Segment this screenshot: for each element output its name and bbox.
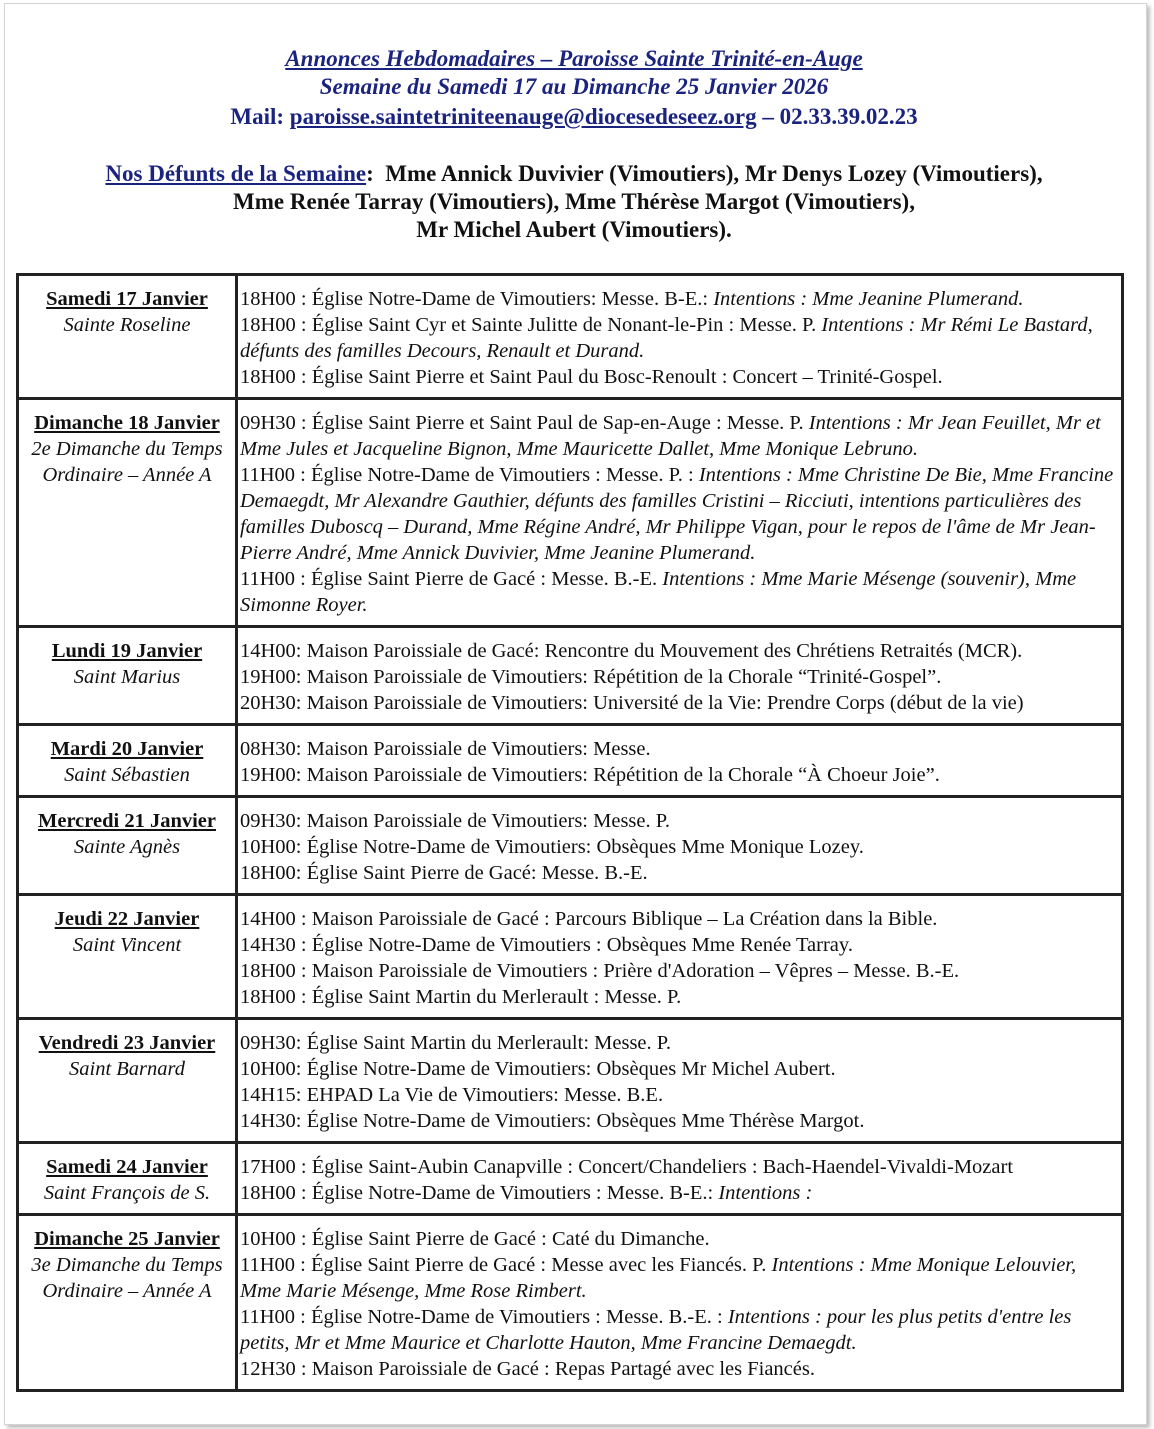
event-entry — [240, 860, 1117, 886]
event-text: 09H30: Maison Paroissiale de Vimoutiers: Messe. P. — [240, 810, 671, 832]
event-entry — [240, 1056, 1117, 1082]
event-text: 14H30 : Église Notre-Dame de Vimoutiers : Obsèques Mme Renée Tarray. — [240, 934, 853, 956]
event-entry — [240, 286, 1117, 312]
mail-link[interactable]: paroisse.saintetriniteenauge@diocesedeseez.org — [289, 104, 757, 129]
event-entry — [240, 932, 1117, 958]
day-row — [18, 895, 1123, 1019]
mail-label: Mail: — [230, 104, 290, 129]
event-entry — [240, 906, 1117, 932]
day-name: Vendredi 23 Janvier — [38, 1032, 216, 1054]
day-cell — [18, 1215, 237, 1391]
day-cell — [18, 275, 237, 399]
event-entry — [240, 1108, 1117, 1134]
day-name: Dimanche 25 Janvier — [34, 1228, 220, 1250]
event-entry — [240, 1304, 1117, 1356]
day-feast: Ordinaire – Année A — [42, 1280, 212, 1302]
event-entry — [240, 1356, 1117, 1382]
event-text: 17H00 : Église Saint-Aubin Canapville : Concert/Chandeliers : Bach-Haendel-Vivaldi-Mozart — [240, 1156, 1014, 1178]
phone-number: – 02.33.39.02.23 — [756, 104, 918, 129]
day-name: Jeudi 22 Janvier — [54, 908, 200, 930]
day-row — [18, 1215, 1123, 1391]
day-cell — [18, 797, 237, 895]
event-entry — [240, 566, 1117, 618]
day-feast: Saint François de S. — [43, 1182, 211, 1204]
events-cell — [237, 627, 1123, 725]
event-entry — [240, 984, 1117, 1010]
event-text: 14H15: EHPAD La Vie de Vimoutiers: Messe. B.E. — [240, 1084, 664, 1106]
event-text: 18H00 : Maison Paroissiale de Vimoutiers : Prière d'Adoration – Vêpres – Messe. B.-E. — [240, 960, 960, 982]
day-feast: Sainte Agnès — [73, 836, 181, 858]
event-text: 10H00 : Église Saint Pierre de Gacé : Caté du Dimanche. — [240, 1228, 710, 1250]
event-intentions: Intentions : Mme Jeanine Plumerand. — [713, 288, 1024, 310]
event-text: 19H00: Maison Paroissiale de Vimoutiers: Répétition de la Chorale “À Choeur Joie”. — [240, 764, 940, 786]
day-cell — [18, 725, 237, 797]
event-intentions: Intentions : Mme Marie Mésenge (souvenir), Mme Simonne Royer. — [240, 568, 1077, 616]
event-intentions: Intentions : Mme Christine De Bie, Mme Francine Demaegdt, Mr Alexandre Gauthier, défunts des familles Cristini – Ricciuti, intentions particulières des familles Duboscq – Durand, Mme Régine André, Mr Philippe Vigan, pour le repos de l'âme de Mr Jean-Pierre André, Mme Annick Duvivier, Mme Jeanine Plumerand. — [240, 464, 1114, 564]
week-range: Semaine du Samedi 17 au Dimanche 25 Janvier 2026 — [319, 74, 829, 99]
schedule-table — [16, 273, 1124, 1392]
deceased-line-3: Mr Michel Aubert (Vimoutiers). — [416, 217, 732, 242]
event-text: 18H00 : Église Saint Martin du Merlerault : Messe. P. — [240, 986, 682, 1008]
day-row — [18, 725, 1123, 797]
events-cell — [237, 895, 1123, 1019]
event-text: 11H00 : Église Saint Pierre de Gacé : Messe. B.-E. — [240, 568, 663, 590]
event-entry — [240, 958, 1117, 984]
contact-line — [0, 101, 1148, 133]
events-cell — [237, 1019, 1123, 1143]
event-text: 10H00: Église Notre-Dame de Vimoutiers: Obsèques Mr Michel Aubert. — [240, 1058, 836, 1080]
day-cell — [18, 399, 237, 627]
event-text: 11H00 : Église Saint Pierre de Gacé : Messe avec les Fiancés. P. — [240, 1254, 772, 1276]
events-cell — [237, 275, 1123, 399]
event-entry — [240, 312, 1117, 364]
event-text: 10H00: Église Notre-Dame de Vimoutiers: Obsèques Mme Monique Lozey. — [240, 836, 864, 858]
day-feast: Saint Sébastien — [64, 764, 190, 786]
event-text: 14H00 : Maison Paroissiale de Gacé : Parcours Biblique – La Création dans la Bible. — [240, 908, 938, 930]
day-feast: Saint Barnard — [69, 1058, 185, 1080]
event-entry — [240, 690, 1117, 716]
bulletin-header — [0, 45, 1148, 133]
events-cell — [237, 1143, 1123, 1215]
events-cell — [237, 1215, 1123, 1391]
event-entry — [240, 664, 1117, 690]
event-text: 08H30: Maison Paroissiale de Vimoutiers: Messe. — [240, 738, 651, 760]
event-text: 12H30 : Maison Paroissiale de Gacé : Repas Partagé avec les Fiancés. — [240, 1358, 815, 1380]
day-cell — [18, 1019, 237, 1143]
day-name: Mardi 20 Janvier — [50, 738, 204, 760]
event-text: 11H00 : Église Notre-Dame de Vimoutiers : Messe. B.-E. : — [240, 1306, 728, 1328]
day-row — [18, 275, 1123, 399]
day-name: Lundi 19 Janvier — [51, 640, 203, 662]
event-entry — [240, 762, 1117, 788]
day-feast: Saint Marius — [73, 666, 181, 688]
event-text: 09H30: Église Saint Martin du Merlerault: Messe. P. — [240, 1032, 672, 1054]
deceased-colon: : — [366, 161, 374, 186]
event-entry — [240, 1154, 1117, 1180]
day-row — [18, 1019, 1123, 1143]
day-name: Samedi 24 Janvier — [46, 1156, 208, 1178]
event-text: 18H00 : Église Notre-Dame de Vimoutiers : Messe. B-E.: — [240, 1182, 719, 1204]
deceased-section — [0, 160, 1148, 244]
event-entry — [240, 808, 1117, 834]
event-text: 20H30: Maison Paroissiale de Vimoutiers: Université de la Vie: Prendre Corps (début de la vie) — [240, 692, 1024, 714]
event-entry — [240, 1226, 1117, 1252]
day-name: Mercredi 21 Janvier — [38, 810, 216, 832]
bulletin-title: Annonces Hebdomadaires – Paroisse Sainte Trinité-en-Auge — [285, 46, 863, 71]
deceased-label: Nos Défunts de la Semaine — [105, 161, 367, 186]
day-feast: Saint Vincent — [72, 934, 182, 956]
event-intentions: Intentions : Mr Jean Feuillet, Mr et Mme Jules et Jacqueline Bignon, Mme Mauricette Dallet, Mme Monique Lebruno. — [240, 412, 1101, 460]
event-entry — [240, 736, 1117, 762]
day-feast: 3e Dimanche du Temps — [31, 1254, 223, 1276]
event-text: 18H00: Église Saint Pierre de Gacé: Messe. B.-E. — [240, 862, 648, 884]
events-cell — [237, 725, 1123, 797]
event-intentions: Intentions : pour les plus petits d'entre les petits, Mr et Mme Maurice et Charlotte Hauton, Mme Francine Demaegdt. — [240, 1306, 1072, 1354]
event-text: 14H30: Église Notre-Dame de Vimoutiers: Obsèques Mme Thérèse Margot. — [240, 1110, 865, 1132]
day-feast: Sainte Roseline — [63, 314, 191, 336]
day-name: Dimanche 18 Janvier — [34, 412, 220, 434]
event-entry — [240, 410, 1117, 462]
event-text: 19H00: Maison Paroissiale de Vimoutiers: Répétition de la Chorale “Trinité-Gospel”. — [240, 666, 942, 688]
event-intentions: Intentions : — [718, 1182, 813, 1204]
day-cell — [18, 627, 237, 725]
event-entry — [240, 638, 1117, 664]
events-cell — [237, 399, 1123, 627]
events-cell — [237, 797, 1123, 895]
day-feast: Ordinaire – Année A — [42, 464, 212, 486]
event-text: 14H00: Maison Paroissiale de Gacé: Rencontre du Mouvement des Chrétiens Retraités (MCR). — [240, 640, 1023, 662]
day-row — [18, 797, 1123, 895]
event-text: 09H30 : Église Saint Pierre et Saint Paul de Sap-en-Auge : Messe. P. — [240, 412, 809, 434]
event-entry — [240, 462, 1117, 566]
day-row — [18, 399, 1123, 627]
event-text: 18H00 : Église Notre-Dame de Vimoutiers: Messe. B-E.: — [240, 288, 714, 310]
event-entry — [240, 364, 1117, 390]
event-intentions: Intentions : Mme Monique Lelouvier, Mme Marie Mésenge, Mme Rose Rimbert. — [240, 1254, 1077, 1302]
event-entry — [240, 1082, 1117, 1108]
day-cell — [18, 1143, 237, 1215]
event-entry — [240, 1030, 1117, 1056]
deceased-line-2: Mme Renée Tarray (Vimoutiers), Mme Thérèse Margot (Vimoutiers), — [233, 189, 915, 214]
event-text: 18H00 : Église Saint Cyr et Sainte Julitte de Nonant-le-Pin : Messe. P. — [240, 314, 822, 336]
day-row — [18, 627, 1123, 725]
event-text: 11H00 : Église Notre-Dame de Vimoutiers : Messe. P. : — [240, 464, 699, 486]
day-row — [18, 1143, 1123, 1215]
deceased-line-1: Mme Annick Duvivier (Vimoutiers), Mr Denys Lozey (Vimoutiers), — [373, 161, 1043, 186]
event-text: 18H00 : Église Saint Pierre et Saint Paul du Bosc-Renoult : Concert – Trinité-Gospel. — [240, 366, 943, 388]
day-feast: 2e Dimanche du Temps — [31, 438, 223, 460]
day-name: Samedi 17 Janvier — [46, 288, 208, 310]
day-cell — [18, 895, 237, 1019]
event-entry — [240, 834, 1117, 860]
event-intentions: Intentions : Mr Rémi Le Bastard, défunts des familles Decours, Renault et Durand. — [240, 314, 1093, 362]
event-entry — [240, 1252, 1117, 1304]
event-entry — [240, 1180, 1117, 1206]
